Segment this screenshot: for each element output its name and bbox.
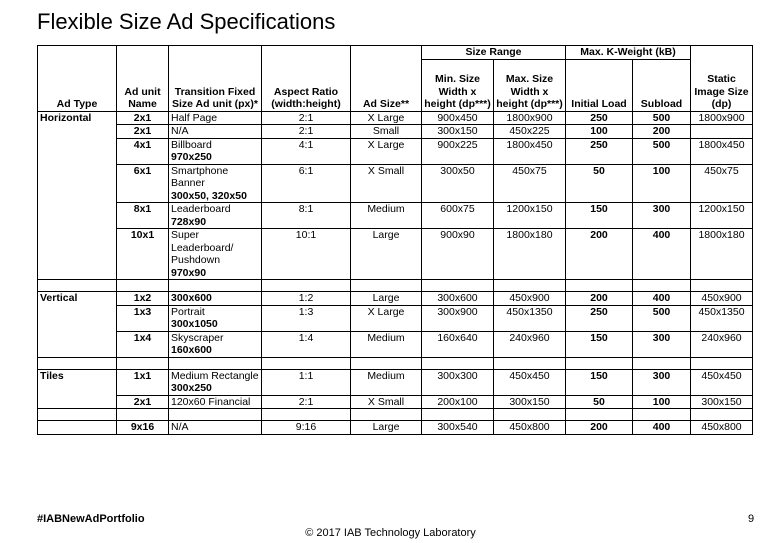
cell-transition [169, 395, 262, 409]
table-row [38, 164, 753, 203]
cell-ad-size: Medium [351, 369, 422, 395]
cell-static-image: 450x1350 [691, 305, 753, 331]
cell-subload: 100 [633, 395, 691, 409]
spacer-row [38, 409, 753, 421]
cell-subload: 300 [633, 203, 691, 229]
cell-ad-unit: 6x1 [117, 164, 169, 203]
cell-initial-load: 200 [566, 421, 633, 435]
cell-aspect-ratio: 1:4 [262, 331, 351, 357]
cell-ad-unit: 1x3 [117, 305, 169, 331]
table-row [38, 203, 753, 229]
cell-ad-size: Large [351, 229, 422, 280]
transition-size: 970x90 [171, 266, 207, 279]
transition-size: 300x250 [171, 382, 212, 394]
cell-ad-unit: 1x4 [117, 331, 169, 357]
page-title: Flexible Size Ad Specifications [37, 9, 336, 34]
transition-size: 300x1050 [171, 318, 218, 330]
transition-label: 120x60 Financial [171, 395, 251, 408]
cell-static-image [691, 125, 753, 139]
cell-min-size: 300x150 [422, 125, 494, 139]
cell-initial-load: 250 [566, 111, 633, 125]
transition-label: Super Leaderboard/ Pushdown [171, 229, 234, 266]
transition-label: Billboard [171, 138, 212, 151]
cell-max-size: 450x900 [494, 292, 566, 306]
table-row [38, 421, 753, 435]
header-aspect-ratio: Aspect Ratio (width:height) [262, 46, 351, 112]
header-static-image: Static Image Size (dp) [691, 46, 753, 112]
cell-ad-size: Small [351, 125, 422, 139]
cell-subload: 300 [633, 331, 691, 357]
cell-min-size: 300x900 [422, 305, 494, 331]
header-size-range: Size Range [422, 46, 566, 60]
cell-transition [169, 305, 262, 331]
cell-transition [169, 203, 262, 229]
header-ad-type: Ad Type [38, 46, 117, 112]
cell-ad-size: Large [351, 292, 422, 306]
cell-min-size: 300x600 [422, 292, 494, 306]
page-number: 9 [748, 513, 755, 525]
cell-aspect-ratio: 9:16 [262, 421, 351, 435]
transition-size: 300x50, 320x50 [171, 189, 247, 202]
header-ad-unit-name: Ad unit Name [117, 46, 169, 112]
cell-transition [169, 138, 262, 164]
cell-max-size: 450x225 [494, 125, 566, 139]
cell-transition [169, 421, 262, 435]
cell-transition [169, 292, 262, 306]
header-transition: Transition Fixed Size Ad unit (px)* [169, 46, 262, 112]
spacer-row [38, 357, 753, 369]
table-row [38, 138, 753, 164]
cell-static-image: 450x450 [691, 369, 753, 395]
transition-label: Half Page [171, 111, 218, 124]
header-ad-size: Ad Size** [351, 46, 422, 112]
cell-aspect-ratio: 1:1 [262, 369, 351, 395]
cell-static-image: 450x800 [691, 421, 753, 435]
cell-min-size: 900x225 [422, 138, 494, 164]
cell-subload: 300 [633, 369, 691, 395]
table-row [38, 395, 753, 409]
cell-initial-load: 150 [566, 331, 633, 357]
cell-transition [169, 111, 262, 125]
cell-ad-size: X Small [351, 395, 422, 409]
cell-min-size: 300x540 [422, 421, 494, 435]
header-initial-load: Initial Load [566, 59, 633, 111]
cell-aspect-ratio: 8:1 [262, 203, 351, 229]
transition-label: Medium Rectangle [171, 369, 259, 382]
header-min-size: Min. Size Width x height (dp***) [422, 59, 494, 111]
cell-ad-unit: 2x1 [117, 111, 169, 125]
cell-ad-size: X Large [351, 305, 422, 331]
cell-ad-type: Vertical [38, 292, 117, 358]
cell-initial-load: 150 [566, 203, 633, 229]
cell-aspect-ratio: 2:1 [262, 111, 351, 125]
cell-ad-type [38, 421, 117, 435]
cell-transition [169, 369, 262, 395]
table-row [38, 125, 753, 139]
header-subload: Subload [633, 59, 691, 111]
cell-max-size: 450x450 [494, 369, 566, 395]
cell-min-size: 200x100 [422, 395, 494, 409]
spacer-row [38, 280, 753, 292]
cell-static-image: 1800x900 [691, 111, 753, 125]
transition-label: Smartphone Banner [171, 164, 229, 189]
cell-ad-unit: 2x1 [117, 395, 169, 409]
cell-initial-load: 50 [566, 164, 633, 203]
cell-transition [169, 164, 262, 203]
cell-aspect-ratio: 6:1 [262, 164, 351, 203]
cell-aspect-ratio: 10:1 [262, 229, 351, 280]
transition-label: N/A [171, 125, 189, 137]
cell-ad-unit: 4x1 [117, 138, 169, 164]
cell-aspect-ratio: 2:1 [262, 125, 351, 139]
cell-initial-load: 200 [566, 229, 633, 280]
cell-max-size: 1800x450 [494, 138, 566, 164]
cell-initial-load: 100 [566, 125, 633, 139]
transition-size: 160x600 [171, 344, 212, 356]
cell-max-size: 450x1350 [494, 305, 566, 331]
cell-initial-load: 200 [566, 292, 633, 306]
cell-ad-type: Tiles [38, 369, 117, 409]
table-row [38, 292, 753, 306]
footer-hashtag: #IABNewAdPortfolio [37, 513, 145, 525]
transition-size: 300x600 [171, 292, 212, 304]
cell-static-image: 450x900 [691, 292, 753, 306]
cell-static-image: 1800x180 [691, 229, 753, 280]
cell-ad-type: Horizontal [38, 111, 117, 280]
cell-max-size: 450x800 [494, 421, 566, 435]
cell-subload: 500 [633, 138, 691, 164]
table-row [38, 369, 753, 395]
cell-subload: 400 [633, 229, 691, 280]
cell-transition [169, 331, 262, 357]
cell-subload: 200 [633, 125, 691, 139]
table-row [38, 305, 753, 331]
cell-ad-size: Large [351, 421, 422, 435]
cell-static-image: 300x150 [691, 395, 753, 409]
cell-min-size: 600x75 [422, 203, 494, 229]
cell-subload: 400 [633, 421, 691, 435]
cell-transition [169, 229, 262, 280]
cell-ad-size: X Small [351, 164, 422, 203]
cell-max-size: 1200x150 [494, 203, 566, 229]
transition-label: Leaderboard [171, 203, 231, 215]
cell-static-image: 1800x450 [691, 138, 753, 164]
header-max-k-weight: Max. K-Weight (kB) [566, 46, 691, 60]
cell-subload: 500 [633, 111, 691, 125]
header-max-size: Max. Size Width x height (dp***) [494, 59, 566, 111]
cell-ad-size: X Large [351, 111, 422, 125]
transition-size: 970x250 [171, 151, 212, 163]
cell-min-size: 900x450 [422, 111, 494, 125]
cell-aspect-ratio: 1:2 [262, 292, 351, 306]
cell-subload: 500 [633, 305, 691, 331]
cell-initial-load: 250 [566, 305, 633, 331]
cell-static-image: 240x960 [691, 331, 753, 357]
transition-label: Portrait [171, 305, 205, 318]
transition-label: N/A [171, 421, 189, 433]
cell-min-size: 160x640 [422, 331, 494, 357]
table-row [38, 331, 753, 357]
cell-static-image: 1200x150 [691, 203, 753, 229]
cell-max-size: 1800x180 [494, 229, 566, 280]
cell-initial-load: 50 [566, 395, 633, 409]
ad-spec-table [37, 45, 753, 435]
cell-initial-load: 250 [566, 138, 633, 164]
cell-ad-size: Medium [351, 203, 422, 229]
cell-ad-unit: 1x1 [117, 369, 169, 395]
table-row [38, 229, 753, 280]
transition-label: Skyscraper [171, 331, 224, 344]
cell-max-size: 300x150 [494, 395, 566, 409]
cell-ad-unit: 8x1 [117, 203, 169, 229]
cell-initial-load: 150 [566, 369, 633, 395]
copyright: © 2017 IAB Technology Laboratory [305, 527, 476, 539]
cell-ad-size: X Large [351, 138, 422, 164]
cell-min-size: 900x90 [422, 229, 494, 280]
cell-subload: 400 [633, 292, 691, 306]
cell-max-size: 240x960 [494, 331, 566, 357]
cell-aspect-ratio: 1:3 [262, 305, 351, 331]
table-row [38, 111, 753, 125]
cell-ad-unit: 10x1 [117, 229, 169, 280]
cell-max-size: 1800x900 [494, 111, 566, 125]
cell-min-size: 300x50 [422, 164, 494, 203]
cell-max-size: 450x75 [494, 164, 566, 203]
cell-min-size: 300x300 [422, 369, 494, 395]
cell-ad-unit: 2x1 [117, 125, 169, 139]
cell-subload: 100 [633, 164, 691, 203]
cell-transition [169, 125, 262, 139]
cell-ad-size: Medium [351, 331, 422, 357]
transition-size: 728x90 [171, 215, 207, 228]
cell-static-image: 450x75 [691, 164, 753, 203]
cell-ad-unit: 1x2 [117, 292, 169, 306]
cell-aspect-ratio: 2:1 [262, 395, 351, 409]
cell-ad-unit: 9x16 [117, 421, 169, 435]
cell-aspect-ratio: 4:1 [262, 138, 351, 164]
